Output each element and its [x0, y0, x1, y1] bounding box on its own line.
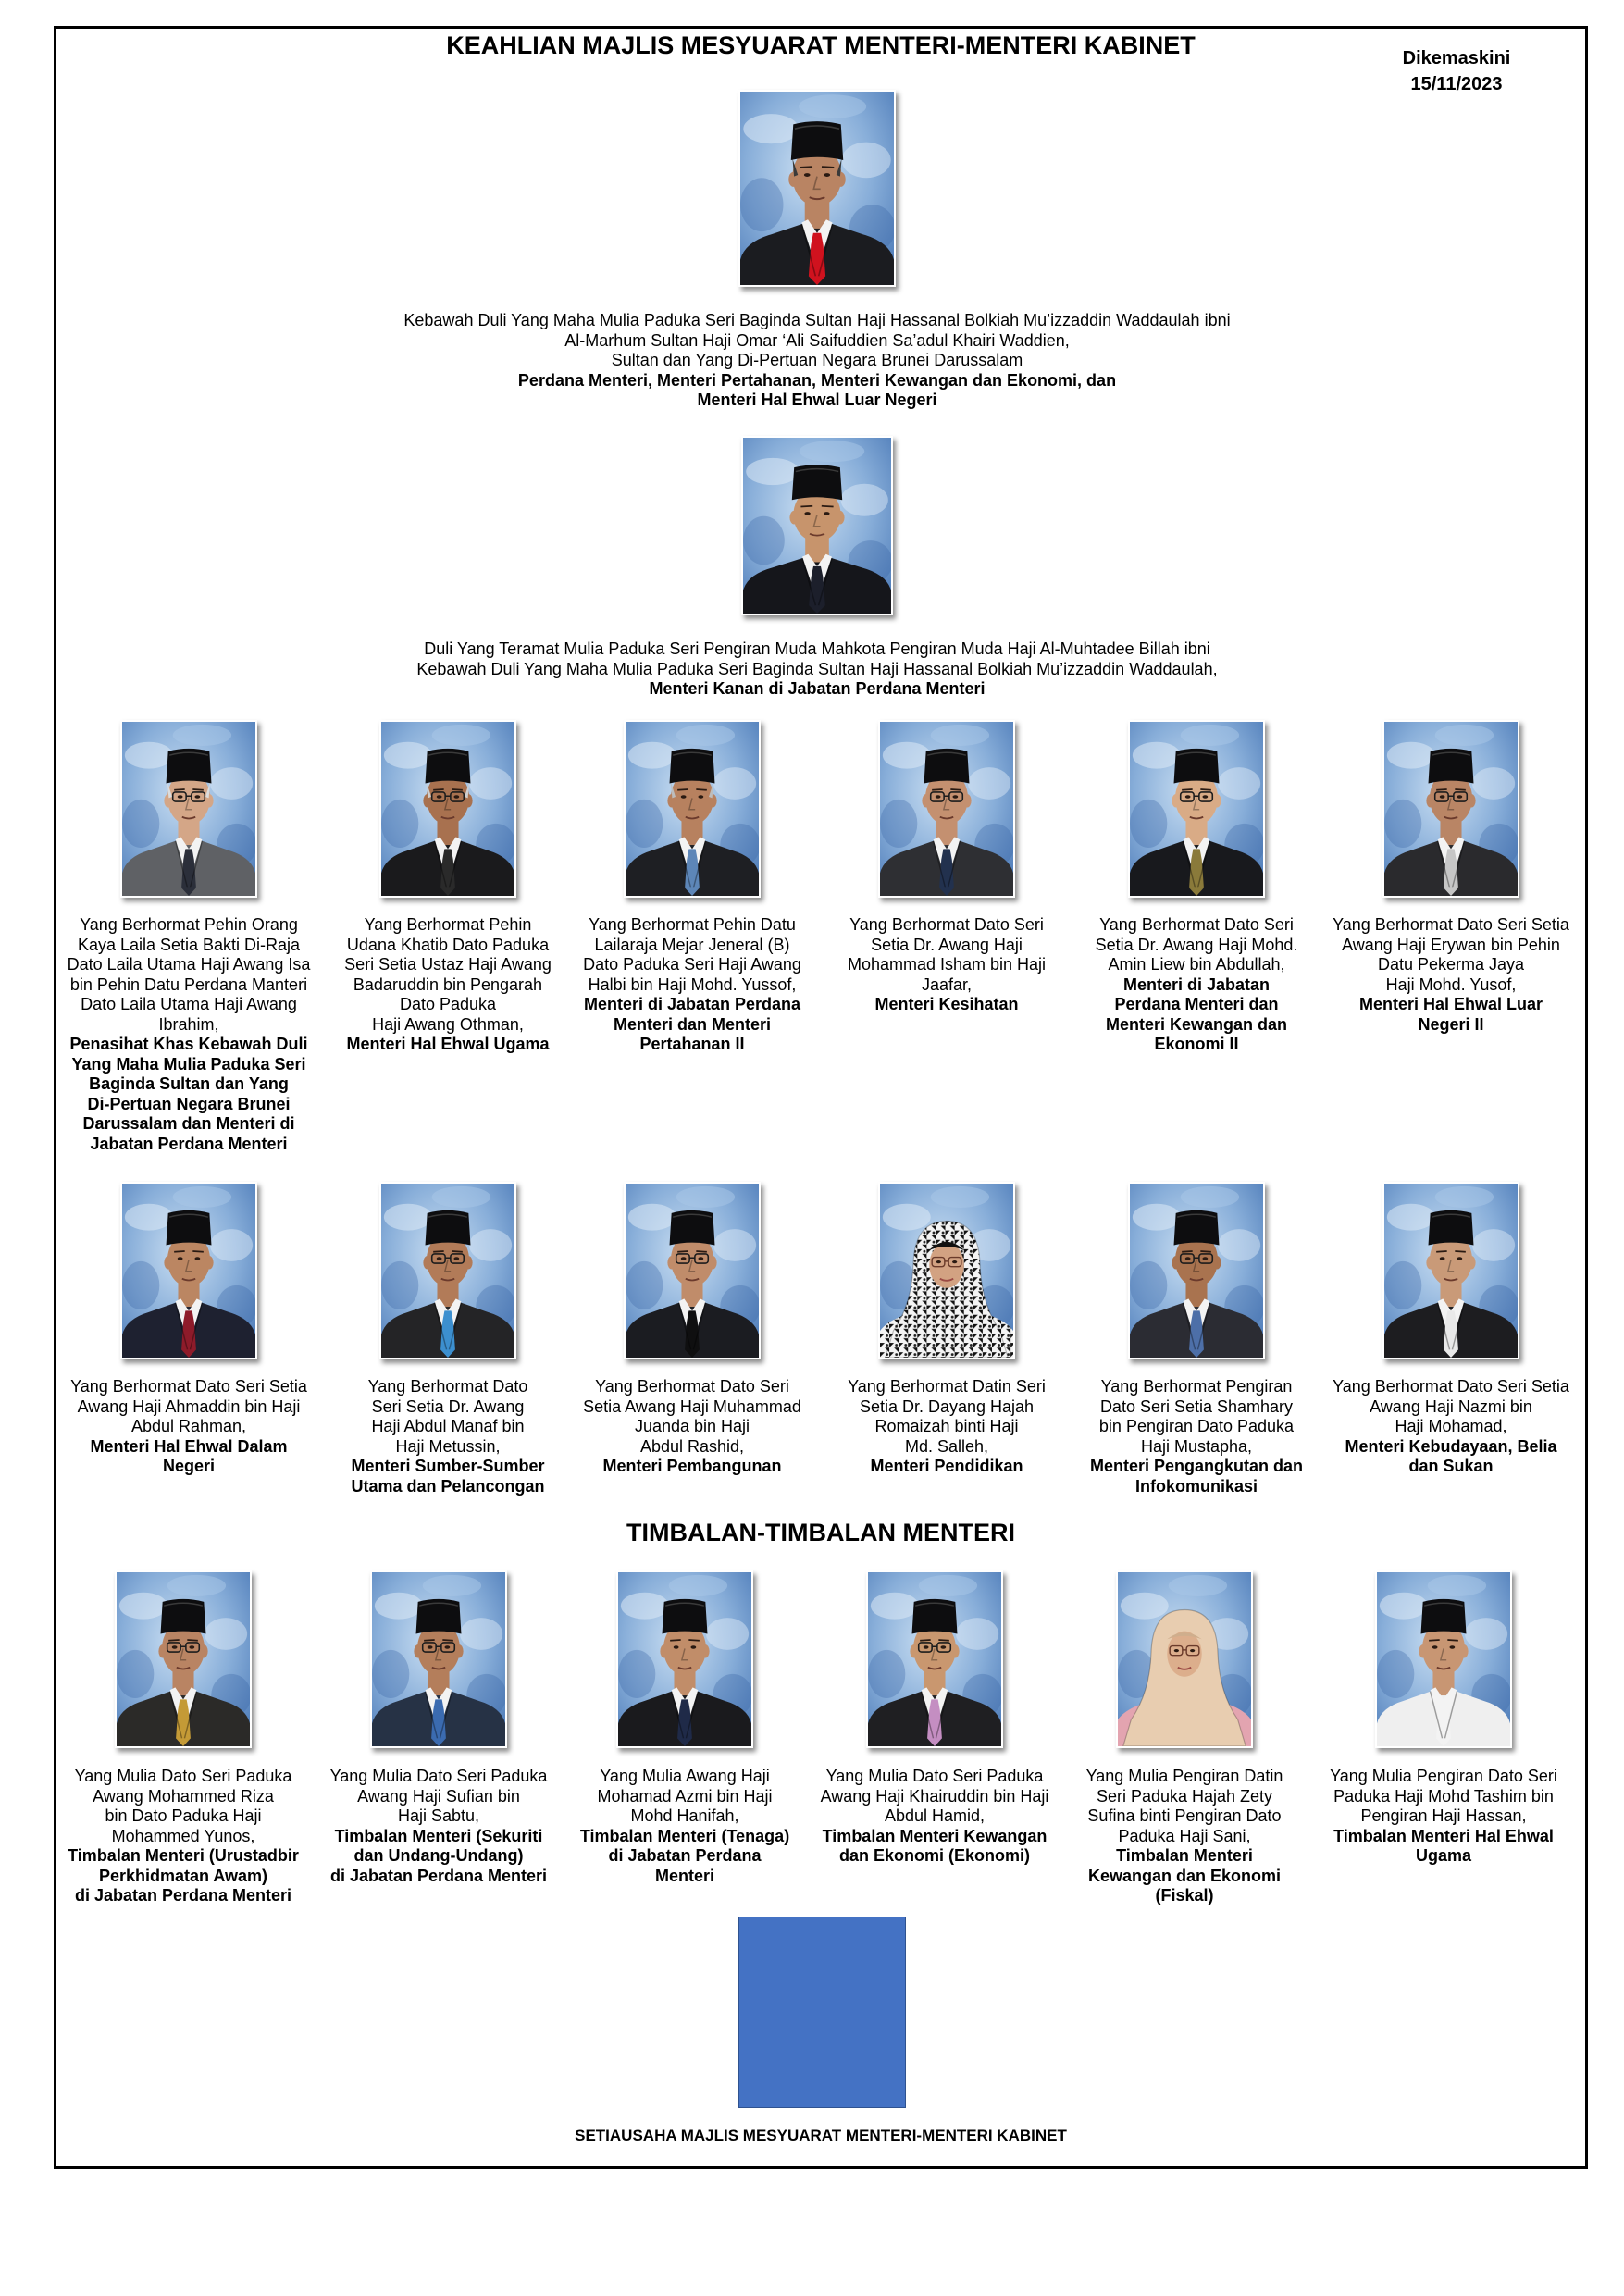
role-line: Utama dan Pelancongan [351, 1476, 545, 1496]
role-line: Kewangan dan Ekonomi [1087, 1866, 1282, 1885]
role-line: Menteri Sumber-Sumber [351, 1457, 545, 1475]
role-line: Menteri Kesihatan [874, 995, 1019, 1013]
name-line: Setia Dr. Dayang Hajah [859, 1396, 1035, 1416]
member-caption [309, 1377, 587, 1496]
role-line: Perdana Menteri, Menteri Pertahanan, Menteri Kewangan dan Ekonomi, dan [517, 370, 1117, 390]
name-line: Mohammad Isham bin Haji [847, 955, 1047, 974]
role-line: Perdana Menteri dan [1114, 995, 1279, 1013]
member-caption [50, 1377, 328, 1477]
role-line: Perkhidmatan Awam) [98, 1866, 268, 1885]
role-line: Menteri di Jabatan Perdana [583, 995, 801, 1013]
member-caption [300, 1767, 577, 1886]
role-line: dan Undang-Undang) [353, 1846, 524, 1865]
member-caption [44, 1767, 322, 1906]
name-line: Yang Berhormat Pehin Datu [589, 915, 796, 934]
name-line: Yang Berhormat Dato Seri Setia [1333, 915, 1569, 934]
portrait-photo [1382, 720, 1519, 898]
role-line: Menteri Kewangan dan [1105, 1014, 1288, 1034]
portrait-photo [115, 1570, 252, 1748]
name-line: Setia Awang Haji Muhammad [583, 1396, 801, 1416]
name-line: Paduka Haji Mohd Tashim bin [1333, 1786, 1554, 1806]
name-line: Pengiran Haji Hassan, [1360, 1806, 1527, 1825]
role-line: Jabatan Perdana Menteri [90, 1134, 288, 1153]
role-line: Di-Pertuan Negara Brunei [87, 1094, 291, 1113]
name-line: Jaafar, [921, 974, 973, 994]
name-line: Yang Berhormat Dato Seri [1099, 915, 1294, 934]
member-caption [354, 311, 1280, 411]
role-line: di Jabatan Perdana Menteri [329, 1866, 548, 1885]
portrait-photo [379, 720, 516, 898]
portrait-photo [624, 720, 761, 898]
role-line: Menteri dan Menteri [613, 1014, 772, 1034]
name-line: Seri Setia Dr. Awang [371, 1396, 525, 1416]
name-line: Yang Berhormat Dato Seri Setia [1333, 1377, 1569, 1396]
member-caption [553, 915, 831, 1055]
member-caption [808, 915, 1085, 1015]
name-line: Yang Berhormat Datin Seri [848, 1377, 1046, 1396]
name-line: Al-Marhum Sultan Haji Omar ‘Ali Saifuddien Sa’adul Khairi Waddien, [564, 330, 1070, 350]
role-line: Menteri Pembangunan [602, 1457, 782, 1475]
name-line: Haji Awang Othman, [372, 1014, 524, 1034]
name-line: Halbi bin Haji Mohd. Yussof, [588, 974, 797, 994]
portrait-photo [738, 90, 896, 287]
name-line: Awang Haji Ahmaddin bin Haji [77, 1396, 301, 1416]
name-line: Awang Mohammed Riza [93, 1786, 274, 1806]
name-line: Lailaraja Mejar Jeneral (B) [594, 935, 790, 954]
name-line: Mohd Hanifah, [630, 1806, 739, 1825]
name-line: Seri Paduka Hajah Zety [1096, 1786, 1273, 1806]
role-line: Timbalan Menteri (Tenaga) [579, 1826, 790, 1845]
name-line: Yang Berhormat Dato Seri [849, 915, 1044, 934]
role-line: Menteri [654, 1866, 714, 1885]
name-line: Yang Mulia Awang Haji [600, 1767, 770, 1785]
role-line: Menteri Hal Ehwal Dalam [90, 1436, 288, 1456]
role-line: Penasihat Khas Kebawah Duli [69, 1035, 308, 1053]
name-line: Badaruddin bin Pengarah [353, 974, 543, 994]
name-line: Yang Berhormat Pehin Orang [80, 915, 298, 934]
role-line: Menteri Hal Ehwal Luar [1358, 995, 1543, 1013]
portrait-photo [616, 1570, 753, 1748]
name-line: Awang Haji Nazmi bin [1370, 1396, 1532, 1416]
member-caption [1305, 1767, 1582, 1867]
updated-label: Dikemaskini [1402, 48, 1511, 68]
role-line: Timbalan Menteri [1116, 1846, 1253, 1865]
deputy-ministers-heading: TIMBALAN-TIMBALAN MENTERI [626, 1519, 1015, 1546]
name-line: bin Pengiran Dato Paduka [1098, 1417, 1295, 1435]
name-line: Yang Berhormat Dato [367, 1377, 528, 1396]
name-line: Awang Haji Erywan bin Pehin [1342, 935, 1560, 954]
role-line: dan Sukan [1408, 1457, 1494, 1475]
name-line: Awang Haji Sufian bin [357, 1786, 520, 1806]
portrait-photo [1128, 720, 1265, 898]
role-line: Menteri Pendidikan [870, 1457, 1023, 1475]
role-line: Infokomunikasi [1134, 1476, 1258, 1496]
name-line: Juanda bin Haji [634, 1417, 750, 1435]
member-caption [796, 1767, 1073, 1867]
role-line: Menteri Hal Ehwal Ugama [346, 1035, 550, 1053]
role-line: Negeri [162, 1457, 216, 1475]
name-line: Paduka Haji Sani, [1118, 1826, 1251, 1845]
name-line: bin Pehin Datu Perdana Manteri [69, 974, 308, 994]
portrait-photo [1375, 1570, 1512, 1748]
name-line: Haji Mohd. Yusof, [1385, 974, 1517, 994]
member-caption [546, 1767, 824, 1886]
name-line: Udana Khatib Dato Paduka [346, 935, 550, 954]
name-line: Datu Pekerma Jaya [1377, 955, 1525, 974]
member-caption [1312, 1377, 1590, 1477]
member-caption [553, 1377, 831, 1477]
name-line: Yang Mulia Pengiran Datin [1085, 1767, 1283, 1785]
role-line: Darussalam dan Menteri di [82, 1114, 295, 1133]
member-caption [1058, 915, 1335, 1055]
name-line: Dato Laila Utama Haji Awang [81, 995, 297, 1013]
role-line: di Jabatan Perdana [608, 1846, 762, 1865]
portrait-photo [866, 1570, 1003, 1748]
member-caption [309, 915, 587, 1055]
name-line: Dato Paduka Seri Haji Awang [583, 955, 801, 974]
name-line: Abdul Rashid, [639, 1436, 745, 1456]
portrait-photo [1128, 1182, 1265, 1359]
name-line: Yang Berhormat Pengiran [1100, 1377, 1293, 1396]
role-line: dan Ekonomi (Ekonomi) [838, 1846, 1030, 1865]
secretary-photo-placeholder [738, 1917, 906, 2108]
name-line: Dato Laila Utama Haji Awang Isa [67, 955, 311, 974]
member-caption [1058, 1377, 1335, 1496]
role-line: Menteri di Jabatan [1122, 974, 1271, 994]
name-line: Yang Mulia Dato Seri Paduka [74, 1767, 292, 1785]
name-line: Amin Liew bin Abdullah, [1108, 955, 1285, 974]
name-line: Haji Abdul Manaf bin [371, 1417, 525, 1435]
role-line: Timbalan Menteri Kewangan [822, 1826, 1048, 1845]
name-line: Yang Berhormat Dato Seri [595, 1377, 789, 1396]
member-caption [50, 915, 328, 1154]
role-line: Ekonomi II [1154, 1035, 1239, 1053]
name-line: Haji Mustapha, [1140, 1436, 1253, 1456]
role-line: Menteri Kanan di Jabatan Perdana Menteri [649, 679, 986, 698]
name-line: Sufina binti Pengiran Dato [1087, 1806, 1282, 1825]
name-line: Yang Mulia Dato Seri Paduka [329, 1767, 548, 1785]
role-line: Pertahanan II [639, 1035, 745, 1053]
member-caption [1312, 915, 1590, 1035]
name-line: Dato Seri Setia Shamhary [1099, 1396, 1294, 1416]
role-line: (Fiskal) [1155, 1886, 1214, 1905]
role-line: di Jabatan Perdana Menteri [74, 1886, 292, 1905]
portrait-photo [120, 1182, 257, 1359]
member-caption [354, 639, 1280, 700]
name-line: Mohammed Yunos, [111, 1826, 255, 1845]
role-line: Yang Maha Mulia Paduka Seri [71, 1054, 306, 1074]
secretary-label: SETIAUSAHA MAJLIS MESYUARAT MENTERI-MENTERI KABINET [575, 2127, 1067, 2144]
portrait-photo [1116, 1570, 1253, 1748]
name-line: Kaya Laila Setia Bakti Di-Raja [77, 935, 301, 954]
role-line: Timbalan Menteri (Urustadbir [68, 1846, 299, 1865]
role-line: Negeri II [1418, 1014, 1484, 1034]
name-line: Ibrahim, [158, 1014, 219, 1034]
portrait-photo [624, 1182, 761, 1359]
name-line: Mohamad Azmi bin Haji [597, 1786, 773, 1806]
name-line: Kebawah Duli Yang Maha Mulia Paduka Seri Baginda Sultan Haji Hassanal Bolkiah Mu’izzaddin Waddaulah ibni [403, 311, 1231, 329]
page-title: KEAHLIAN MAJLIS MESYUARAT MENTERI-MENTERI KABINET [446, 31, 1196, 59]
name-line: Abdul Rahman, [130, 1417, 247, 1435]
role-line: Menteri Kebudayaan, Belia [1345, 1436, 1557, 1456]
name-line: Haji Metussin, [395, 1436, 501, 1456]
name-line: Md. Salleh, [904, 1436, 989, 1456]
name-line: Romaizah binti Haji [874, 1417, 1019, 1435]
member-caption [1046, 1767, 1323, 1906]
name-line: Kebawah Duli Yang Maha Mulia Paduka Seri Baginda Sultan Haji Hassanal Bolkiah Mu’izzaddin Waddaulah, [416, 659, 1218, 678]
name-line: Yang Mulia Pengiran Dato Seri [1330, 1767, 1557, 1785]
name-line: Haji Mohamad, [1395, 1417, 1507, 1435]
role-line: Baginda Sultan dan Yang [89, 1074, 289, 1093]
name-line: Seri Setia Ustaz Haji Awang [344, 955, 552, 974]
portrait-photo [878, 720, 1015, 898]
portrait-photo [878, 1182, 1015, 1359]
portrait-photo [741, 436, 893, 615]
portrait-photo [379, 1182, 516, 1359]
name-line: Awang Haji Khairuddin bin Haji [820, 1786, 1049, 1806]
portrait-photo [370, 1570, 507, 1748]
name-line: Haji Sabtu, [397, 1806, 480, 1825]
name-line: bin Dato Paduka Haji [105, 1806, 262, 1825]
name-line: Yang Berhormat Dato Seri Setia [70, 1377, 307, 1396]
name-line: Duli Yang Teramat Mulia Paduka Seri Pengiran Muda Mahkota Pengiran Muda Haji Al-Muhtadee Billah ibni [424, 639, 1210, 658]
name-line: Abdul Hamid, [884, 1806, 986, 1825]
role-line: Menteri Hal Ehwal Luar Negeri [697, 391, 937, 409]
member-caption [808, 1377, 1085, 1477]
name-line: Dato Paduka [399, 995, 497, 1013]
portrait-photo [120, 720, 257, 898]
name-line: Yang Berhormat Pehin [364, 915, 532, 934]
role-line: Timbalan Menteri (Sekuriti [334, 1826, 543, 1845]
name-line: Sultan dan Yang Di-Pertuan Negara Brunei Darussalam [611, 351, 1023, 369]
role-line: Ugama [1415, 1846, 1472, 1865]
name-line: Yang Mulia Dato Seri Paduka [825, 1767, 1044, 1785]
portrait-photo [1382, 1182, 1519, 1359]
name-line: Setia Dr. Awang Haji Mohd. [1095, 935, 1298, 954]
role-line: Timbalan Menteri Hal Ehwal [1333, 1826, 1554, 1845]
updated-date: 15/11/2023 [1410, 74, 1503, 94]
name-line: Setia Dr. Awang Haji [871, 935, 1023, 954]
role-line: Menteri Pengangkutan dan [1089, 1457, 1304, 1475]
